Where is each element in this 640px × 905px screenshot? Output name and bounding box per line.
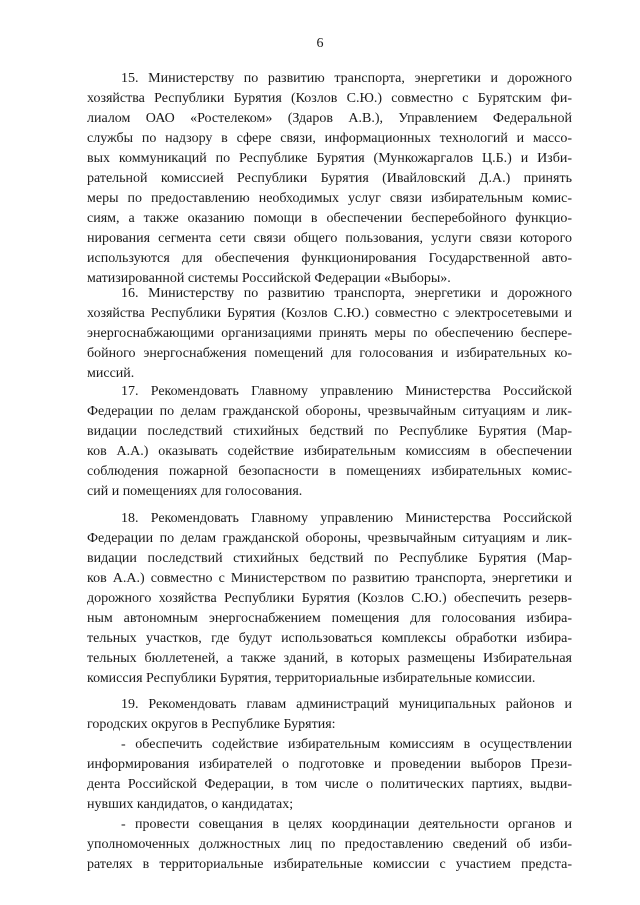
text-line: дорожного хозяйства Республики Бурятия (Козлов С.Ю.) обеспечить резерв- [87, 591, 572, 606]
text-line: нувших кандидатов, о кандидатах; [87, 797, 294, 812]
text-line: тельных бюллетеней, а также зданий, в которых размещены Избирательная [87, 651, 572, 666]
text-line: информирования избирателей о подготовке и проведении выборов Прези- [87, 757, 572, 772]
text-line: ным автономным энергоснабжением помещения для голосования избира- [87, 611, 572, 626]
text-line: бойного энергоснабжения помещений для голосования и избирательных ко- [87, 346, 572, 361]
text-line: хозяйства Республики Бурятия (Козлов С.Ю.) совместно с Бурятским фи- [87, 91, 572, 106]
text-line: комиссия Республики Бурятия, территориальные избирательные комиссии. [87, 671, 536, 686]
text-line: городских округов в Республике Бурятия: [87, 717, 336, 732]
text-line: миссий. [87, 366, 135, 381]
text-line: уполномоченных должностных лиц по предоставлению сведений об изби- [87, 837, 572, 852]
text-line: - провести совещания в целях координации деятельности органов и [121, 817, 572, 832]
text-line: ков А.А.) совместно с Министерством по развитию транспорта, энергетики и [87, 571, 572, 586]
text-line: матизированной системы Российской Федерации «Выборы». [87, 271, 451, 286]
text-line: вых коммуникаций по Республике Бурятия (Мункожаргалов Ц.Б.) и Изби- [87, 151, 572, 166]
text-line: 19. Рекомендовать главам администраций муниципальных районов и [121, 697, 572, 712]
text-line: 17. Рекомендовать Главному управлению Министерства Российской [121, 384, 572, 399]
text-line: службы по надзору в сфере связи, информационных технологий и массо- [87, 131, 572, 146]
text-line: ков А.А.) оказывать содействие избирательным комиссиям в обеспечении [87, 444, 572, 459]
text-line: соблюдения пожарной безопасности в помещениях избирательных комис- [87, 464, 572, 479]
text-line: тельных участков, где будут использоваться комплексы обработки избира- [87, 631, 572, 646]
text-line: видации последствий стихийных бедствий по Республике Бурятия (Мар- [87, 424, 572, 439]
text-line: Федерации по делам гражданской обороны, чрезвычайным ситуациям и лик- [87, 404, 572, 419]
text-line: Федерации по делам гражданской обороны, чрезвычайным ситуациям и лик- [87, 531, 572, 546]
text-line: нирования сегмента сети связи общего пользования, услуги связи которого [87, 231, 572, 246]
text-line: видации последствий стихийных бедствий по Республике Бурятия (Мар- [87, 551, 572, 566]
text-line: рателях в территориальные избирательные комиссии с участием предста- [87, 857, 572, 872]
text-line: энергоснабжающими организациями принять меры по обеспечению беспере- [87, 326, 572, 341]
text-line: сиям, а также оказанию помощи в обеспечении бесперебойного функцио- [87, 211, 572, 226]
text-line: используются для обеспечения функционирования Государственной авто- [87, 251, 572, 266]
text-line: хозяйства Республики Бурятия (Козлов С.Ю.) совместно с электросетевыми и [87, 306, 572, 321]
text-line: меры по предоставлению необходимых услуг связи избирательным комис- [87, 191, 572, 206]
text-line: 16. Министерству по развитию транспорта, энергетики и дорожного [121, 286, 572, 301]
text-line: рательной комиссией Республики Бурятия (Ивайловский Д.А.) принять [87, 171, 572, 186]
text-line: сий и помещениях для голосования. [87, 484, 303, 499]
text-line: 18. Рекомендовать Главному управлению Министерства Российской [121, 511, 572, 526]
text-line: дента Российской Федерации, в том числе о политических партиях, выдви- [87, 777, 572, 792]
text-line: - обеспечить содействие избирательным комиссиям в осуществлении [121, 737, 572, 752]
page-number: 6 [316, 36, 324, 51]
text-line: 15. Министерству по развитию транспорта, энергетики и дорожного [121, 71, 572, 86]
text-line: лиалом ОАО «Ростелеком» (Здаров А.В.), Управлением Федеральной [87, 111, 572, 126]
